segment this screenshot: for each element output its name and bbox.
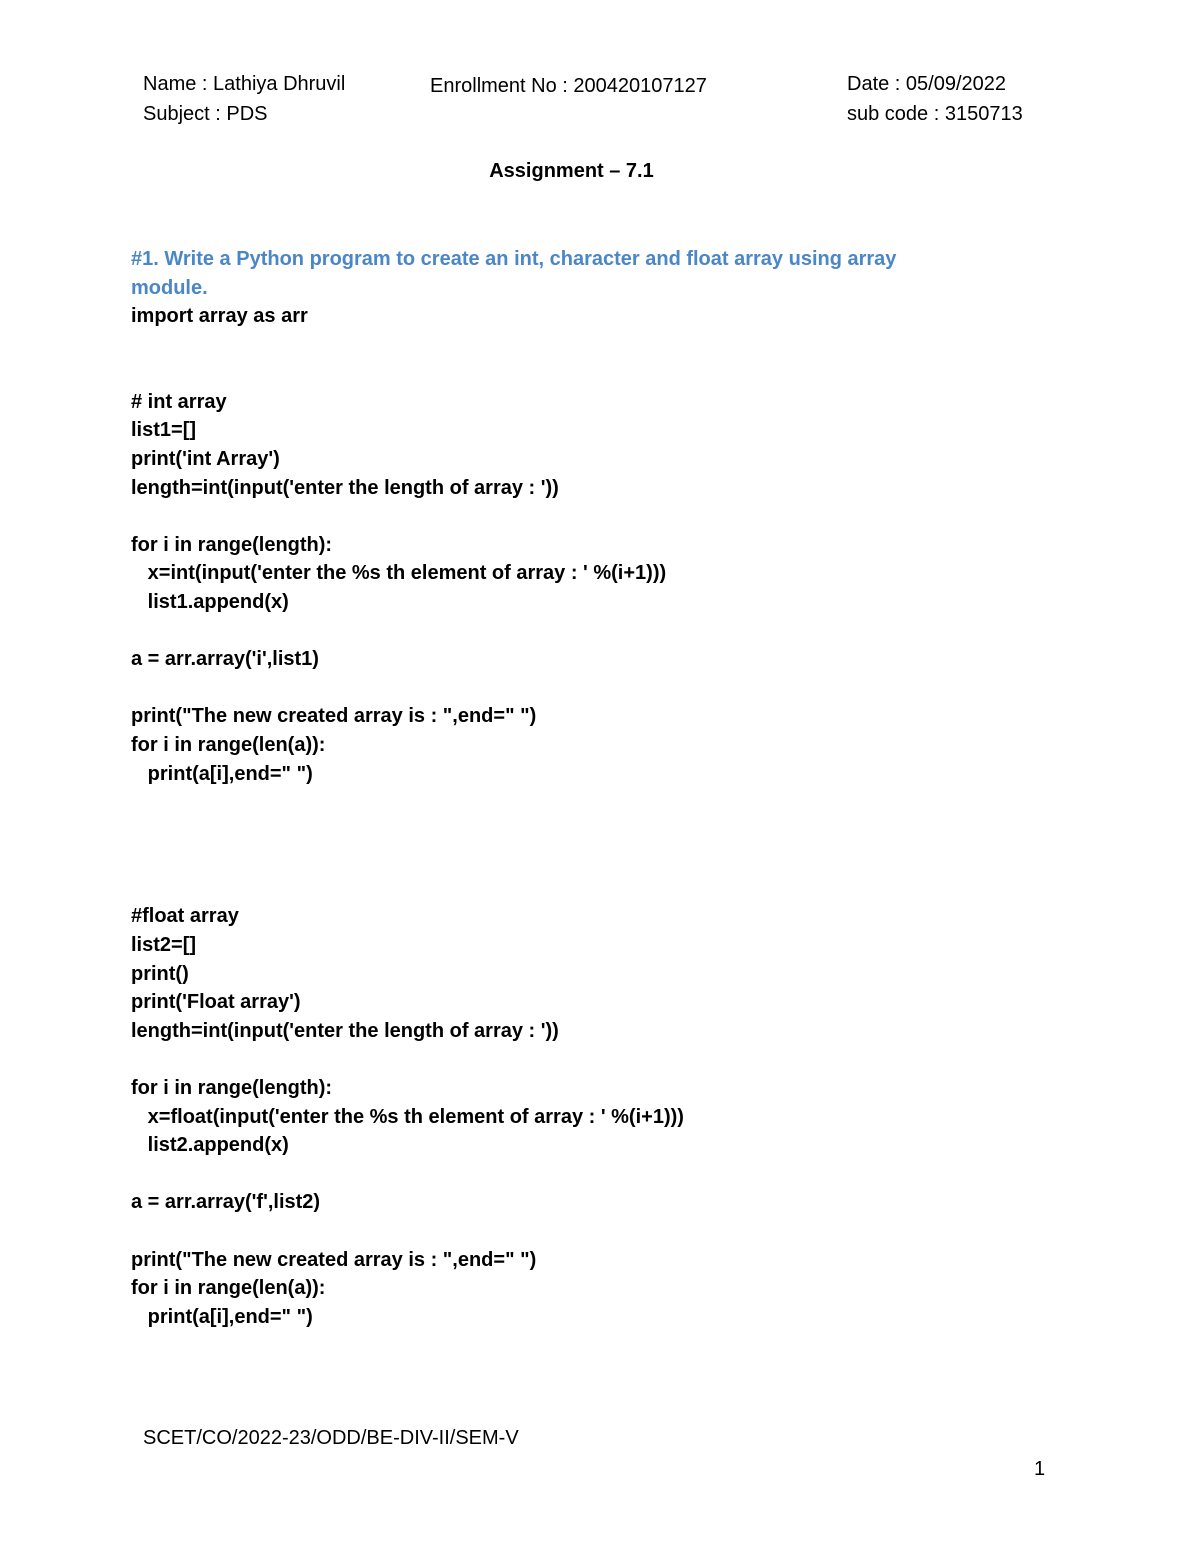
sub-code: sub code : 3150713 [847,103,1023,125]
code-line: for i in range(length): [131,533,333,556]
question-heading: #1. Write a Python program to create an int, character and float array using array module. [131,248,897,299]
code-line: # int array [131,390,227,413]
code-line: a = arr.array('f',list2) [131,1191,321,1214]
code-line: print() [131,962,189,985]
page-footer: SCET/CO/2022-23/ODD/BE-DIV-II/SEM-V [143,1427,519,1449]
code-line: print("The new created array is : ",end=" ") [131,705,537,728]
subject: Subject : PDS [143,103,268,125]
date: Date : 05/09/2022 [847,73,1007,95]
code-line: print('Float array') [131,991,301,1014]
page-number: 1 [1034,1458,1046,1480]
student-name: Name : Lathiya Dhruvil [143,73,346,95]
code-line: x=float(input('enter the %s th element of array : ' %(i+1))) [131,1105,684,1128]
code-line: list2.append(x) [131,1134,289,1157]
code-line: print(a[i],end=" ") [131,762,313,785]
assignment-title: Assignment – 7.1 [489,160,654,182]
code-line: x=int(input('enter the %s th element of array : ' %(i+1))) [131,562,667,585]
code-line: for i in range(len(a)): [131,1277,326,1300]
code-line: #float array [131,905,239,928]
code-line: print(a[i],end=" ") [131,1305,313,1328]
enrollment-number: Enrollment No : 200420107127 [430,75,707,97]
code-line: a = arr.array('i',list1) [131,648,319,671]
code-line: print('int Array') [131,447,280,470]
code-line: for i in range(len(a)): [131,733,326,756]
code-line: length=int(input('enter the length of array : ')) [131,1019,559,1042]
code-line: for i in range(length): [131,1077,333,1100]
code-line: print("The new created array is : ",end=" ") [131,1248,537,1271]
code-line: import array as arr [131,305,308,327]
code-line: length=int(input('enter the length of array : ')) [131,476,559,499]
code-line: list2=[] [131,934,197,957]
code-listing [131,302,684,1331]
code-line: list1=[] [131,419,197,442]
code-line: list1.append(x) [131,590,289,613]
